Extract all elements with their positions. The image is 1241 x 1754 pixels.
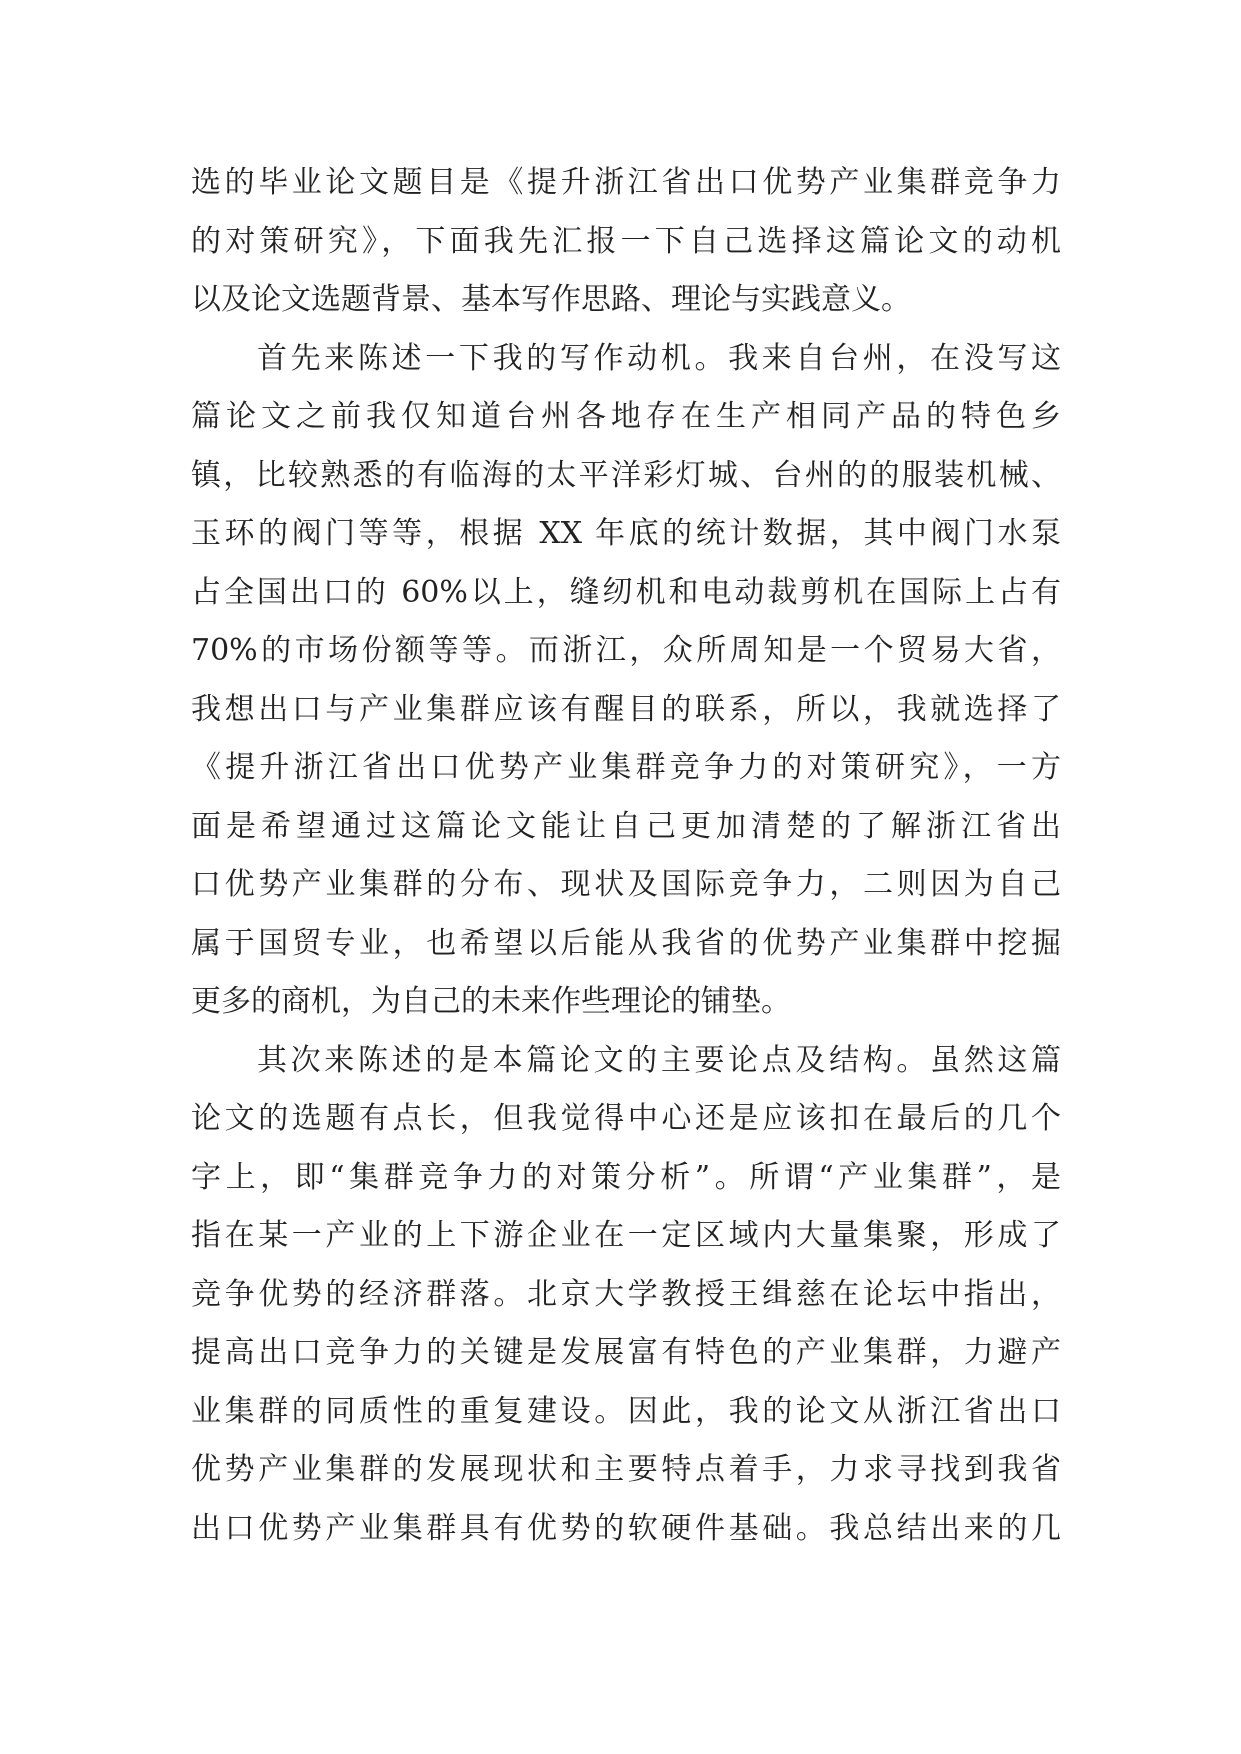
text-line: 面是希望通过这篇论文能让自己更加清楚的了解浙江省出 <box>191 808 1061 844</box>
text-line: 选的毕业论文题目是《提升浙江省出口优势产业集群竞争力 <box>191 165 1061 200</box>
text-line: 业集群的同质性的重复建设。因此，我的论文从浙江省出口 <box>191 1393 1061 1429</box>
text-line: 口优势产业集群的分布、现状及国际竞争力，二则因为自己 <box>191 867 1061 902</box>
text-line: 镇，比较熟悉的有临海的太平洋彩灯城、台州的的服装机械、 <box>191 457 1061 493</box>
text-line: 首先来陈述一下我的写作动机。我来自台州，在没写这 <box>257 340 1061 376</box>
text-line: 竞争优势的经济群落。北京大学教授王缉慈在论坛中指出， <box>191 1276 1061 1312</box>
text-line: 其次来陈述的是本篇论文的主要论点及结构。虽然这篇 <box>257 1042 1061 1078</box>
text-line: 论文的选题有点长，但我觉得中心还是应该扣在最后的几个 <box>191 1101 1061 1136</box>
text-line: 优势产业集群的发展现状和主要特点着手，力求寻找到我省 <box>191 1452 1061 1487</box>
text-line: 更多的商机，为自己的未来作些理论的铺垫。 <box>191 984 791 1019</box>
text-line: 的对策研究》，下面我先汇报一下自己选择这篇论文的动机 <box>191 223 1061 259</box>
text-line: 70%的市场份额等等。而浙江，众所周知是一个贸易大省， <box>191 633 1061 668</box>
text-line: 出口优势产业集群具有优势的软硬件基础。我总结出来的几 <box>191 1510 1061 1546</box>
text-line: 篇论文之前我仅知道台州各地存在生产相同产品的特色乡 <box>191 399 1061 434</box>
text-line: 以及论文选题背景、基本写作思路、理论与实践意义。 <box>191 282 911 317</box>
text-line: 字上，即“集群竞争力的对策分析”。所谓“产业集群”，是 <box>191 1159 1061 1195</box>
text-line: 指在某一产业的上下游企业在一定区域内大量集聚，形成了 <box>191 1218 1061 1253</box>
text-line: 属于国贸专业，也希望以后能从我省的优势产业集群中挖掘 <box>191 925 1061 961</box>
text-line: 《提升浙江省出口优势产业集群竞争力的对策研究》，一方 <box>191 750 1061 785</box>
text-line: 占全国出口的 60%以上，缝纫机和电动裁剪机在国际上占有 <box>191 574 1061 610</box>
text-line: 我想出口与产业集群应该有醒目的联系，所以，我就选择了 <box>191 691 1061 727</box>
document-body <box>191 154 1061 1558</box>
text-line: 玉环的阀门等等，根据 XX 年底的统计数据，其中阀门水泵 <box>191 516 1061 551</box>
text-line: 提高出口竞争力的关键是发展富有特色的产业集群，力避产 <box>191 1335 1061 1370</box>
